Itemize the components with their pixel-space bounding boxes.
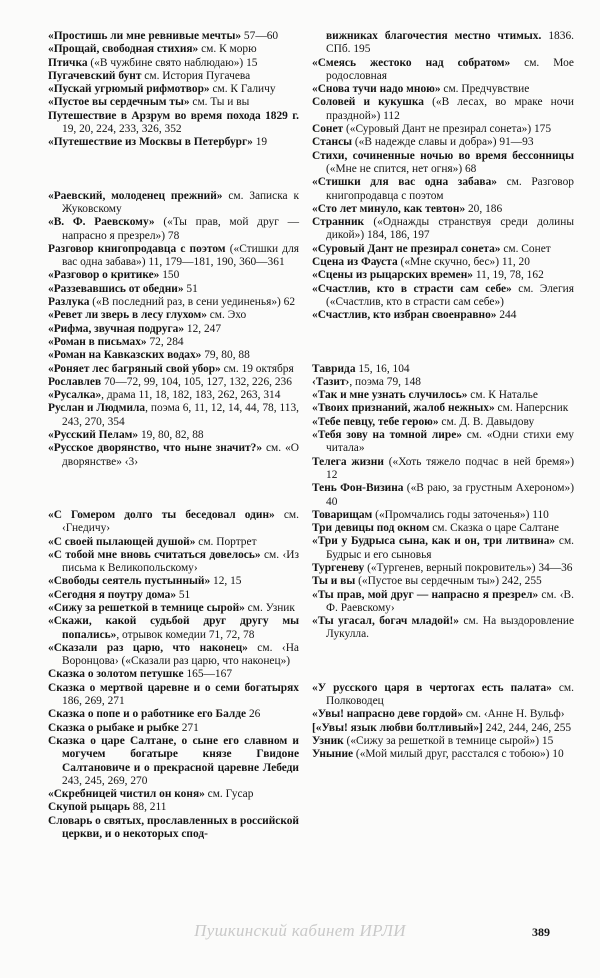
entry-reference: («Стишки для вас одна забава») 11, 179—181, 190, 360—361 (62, 242, 299, 269)
entry-reference: 150 (159, 269, 180, 282)
index-entry (312, 535, 574, 562)
entry-reference: («Промчались годы заточенья») 110 (372, 508, 549, 521)
entry-reference: 72, 284 (146, 335, 184, 348)
entry-title: Путешествие в Арзрум во время похода 1829 г. (48, 109, 299, 122)
entry-title: «Русалка» (48, 389, 102, 402)
entry-reference: 15, 16, 104 (355, 362, 410, 375)
index-entry (48, 509, 299, 536)
entry-reference: см. К Галичу (209, 83, 276, 96)
entry-reference: см. Сонет (500, 242, 551, 255)
entry-title: Тургеневу (312, 561, 365, 574)
index-entry (48, 269, 299, 282)
section-gap (48, 150, 299, 190)
entry-title: «Разговор о критике» (48, 269, 160, 282)
entry-title: «Три у Будрыса сына, как и он, три литвина» (312, 535, 556, 548)
entry-title: Руслан и Людмила (48, 402, 146, 415)
entry-title: «Суровый Дант не презирал сонета» (312, 242, 501, 255)
entry-reference: 19 (252, 136, 268, 149)
entry-title: [«Увы! язык любви болтливый»] (312, 721, 483, 734)
entry-title: «Раззевавшись от обедни» (48, 282, 184, 295)
entry-reference: 12, 15 (210, 575, 242, 588)
entry-title: Уныние (312, 748, 354, 761)
entry-reference: см. ‹На Воронцова› («Сказали раз царю, что наконец») (62, 641, 299, 668)
entry-title: «Путешествие из Москвы в Петербург» (48, 136, 253, 149)
index-entry (48, 296, 299, 309)
index-entry (312, 309, 574, 322)
entry-title: «Снова тучи надо мною» (312, 83, 441, 96)
entry-title: «Скребницей чистил он коня» (48, 788, 205, 801)
entry-title: Скупой рыцарь (48, 801, 130, 814)
entry-title: «Твоих признаний, жалоб нежных» (312, 402, 495, 415)
entry-title: «Русское дворянство, что ныне значит?» (48, 442, 263, 455)
index-entry (48, 283, 299, 296)
entry-reference: 186, 269, 271 (62, 695, 125, 708)
index-entry (48, 363, 299, 376)
index-entry (48, 216, 299, 243)
entry-reference: см. К морю (198, 43, 257, 56)
entry-title: Разлука (48, 296, 90, 309)
entry-reference: 70—72, 99, 104, 105, 127, 132, 226, 236 (101, 375, 292, 388)
index-entry (312, 429, 574, 456)
index-entry (48, 336, 299, 349)
entry-title: Стансы (312, 136, 353, 149)
entry-title: «Смеясь жестоко над собратом» (312, 56, 511, 69)
index-entry (48, 309, 299, 322)
entry-title: «Раевский, молоденец прежний» (48, 189, 223, 202)
index-entry (48, 801, 299, 814)
entry-title: «Стишки для вас одна забава» (312, 176, 497, 189)
entry-title: «Пустое вы сердечным ты» (48, 96, 190, 109)
entry-reference: («Ты прав, мой друг — напрасно я презрел») 78 (62, 216, 299, 242)
index-entry (312, 682, 574, 709)
index-entry (312, 748, 574, 761)
entry-title: «Ревет ли зверь в лесу глухом» (48, 309, 207, 322)
entry-title: Стихи, сочиненные ночью во время бессонницы (312, 149, 574, 162)
index-entry (312, 456, 574, 483)
entry-title: «Русский Пелам» (48, 429, 139, 442)
entry-reference: («Сижу за решеткой в темнице сырой») 15 (343, 734, 554, 747)
entry-reference: см. Д. В. Давыдову (438, 415, 535, 428)
entry-reference: 11, 19, 78, 162 (473, 269, 544, 282)
entry-reference: («Хоть тяжело подчас в ней бремя») 12 (326, 455, 574, 481)
index-entry (312, 83, 574, 96)
index-entry (48, 549, 299, 576)
entry-reference: 165—167 (183, 668, 233, 681)
index-entry (312, 269, 574, 282)
entry-reference: см. Мое родословная (326, 56, 574, 82)
entry-reference: см. Гусар (204, 788, 254, 801)
entry-reference: 19, 20, 224, 233, 326, 352 (62, 123, 182, 136)
entry-title: Сказка о царе Салтане, о сыне его славном и могучем богатыре князе Гвидоне Салтановиче и о прекрасной царевне Лебеди (48, 734, 299, 774)
entry-reference: («В последний раз, в сени уединенья») 62 (89, 296, 296, 309)
entry-title: вижниках благочестия местно чтимых. (326, 30, 542, 42)
entry-title: «Сцены из рыцарских времен» (312, 269, 473, 282)
watermark: Пушкинский кабинет ИРЛИ (194, 921, 406, 940)
entry-reference: («Однажды странствуя среди долины дикой») 184, 186, 197 (326, 216, 574, 242)
index-entry (48, 642, 299, 669)
entry-reference: см. Полководец (326, 681, 574, 708)
index-entry (48, 83, 299, 96)
index-entry (48, 402, 299, 429)
entry-reference: см. Элегия («Счастлив, кто в страсти сам себе») (326, 282, 574, 308)
entry-title: Пугачевский бунт (48, 69, 142, 82)
index-entry (312, 482, 574, 509)
index-entry (312, 176, 574, 203)
index-entry (48, 615, 299, 642)
entry-reference: , отрывок комедии 71, 72, 78 (116, 628, 255, 641)
entry-title: «Сказали раз царю, что наконец» (48, 641, 248, 654)
entry-title: «Сегодня я поутру дома» (48, 588, 177, 601)
entry-reference: , драма 11, 18, 182, 183, 262, 263, 314 (101, 389, 281, 402)
entry-title: «Роняет лес багряный свой убор» (48, 362, 221, 375)
index-entry (48, 429, 299, 442)
index-entry (312, 708, 574, 721)
entry-reference: см. Эхо (206, 309, 247, 322)
section-gap (312, 642, 574, 682)
entry-title: «Счастлив, кто в страсти сам себе» (312, 282, 512, 295)
index-entry (48, 30, 299, 43)
index-entry (48, 70, 299, 83)
index-entry (48, 389, 299, 402)
entry-title: «Тебе певцу, тебе герою» (312, 415, 439, 428)
entry-title: Узник (312, 734, 344, 747)
index-entry (312, 402, 574, 415)
index-entry (48, 682, 299, 709)
index-entry (48, 96, 299, 109)
index-entry (48, 668, 299, 681)
entry-reference: («Мне скучно, бес») 11, 20 (397, 256, 530, 269)
entry-reference: 57—60 (241, 30, 279, 42)
entry-reference: см. Ты и вы (189, 96, 250, 109)
entry-reference: («Мой милый друг, расстался с тобою») 10 (353, 748, 564, 761)
entry-reference: 19, 80, 82, 88 (138, 429, 204, 442)
entry-title: Птичка (48, 56, 88, 69)
index-entry (312, 123, 574, 136)
entry-title: «Ты угасал, богач младой!» (312, 615, 460, 628)
index-entry (48, 722, 299, 735)
entry-title: «Сижу за решеткой в темнице сырой» (48, 601, 245, 614)
entry-title: «Ты прав, мой друг — напрасно я презрел» (312, 588, 539, 601)
entry-reference: см. История Пугачева (141, 69, 251, 82)
entry-reference: см. Наперсник (494, 402, 569, 415)
entry-title: Рославлев (48, 375, 102, 388)
entry-reference: см. Портрет (195, 535, 257, 548)
entry-reference: см. Будрыс и его сыновья (326, 535, 574, 561)
entry-reference: («В чужбине свято наблюдаю») 15 (87, 56, 258, 69)
right-column (312, 30, 574, 762)
entry-reference: см. На выздоровление Лукулла. (326, 615, 574, 641)
entry-title: «Роман в письмах» (48, 335, 147, 348)
entry-title: «Рифма, звучная подруга» (48, 322, 185, 335)
entry-reference: см. ‹Анне Н. Вульф› (463, 708, 565, 721)
entry-reference: см. Сказка о царе Салтане (429, 522, 559, 535)
section-gap (48, 469, 299, 509)
entry-title: Сказка о рыбаке и рыбке (48, 721, 179, 734)
entry-title: Тень Фон-Визина (312, 482, 404, 495)
index-entry (312, 735, 574, 748)
entry-title: Словарь о святых, прославленных в российской церкви, и о некоторых спод- (48, 814, 299, 841)
entry-title: Сказка о мертвой царевне и о семи богатырях (48, 681, 299, 694)
entry-title: «Прощай, свободная стихия» (48, 43, 199, 56)
index-entry (312, 575, 574, 588)
index-entry (48, 57, 299, 70)
entry-reference: 51 (176, 588, 191, 601)
entry-reference: см. ‹Из письма к Великопольскому› (62, 548, 300, 575)
index-entry (312, 363, 574, 376)
index-entry (312, 243, 574, 256)
entry-title: «Роман на Кавказских водах» (48, 349, 202, 362)
entry-title: «Так и мне узнать случилось» (312, 389, 468, 402)
index-entry (312, 589, 574, 616)
entry-reference: см. Предчувствие (440, 83, 530, 96)
index-entry (48, 243, 299, 270)
index-entry (312, 96, 574, 123)
entry-reference: 271 (178, 721, 199, 734)
entry-title: Три девицы под окном (312, 522, 430, 535)
entry-reference: 1836. СПб. 195 (326, 30, 574, 56)
entry-title: Сказка о попе и о работнике его Балде (48, 708, 247, 721)
index-entry (48, 788, 299, 801)
index-entry (312, 615, 574, 642)
index-entry (48, 110, 299, 137)
section-gap (312, 323, 574, 363)
entry-title: Странник (312, 216, 365, 229)
entry-title: ‹Тазит› (312, 375, 350, 388)
entry-title: «Тебя зову на томной лире» (312, 429, 462, 442)
entry-title: Телега жизни (312, 455, 384, 468)
entry-title: «Счастлив, кто избран своенравно» (312, 309, 497, 322)
entry-title: «Свободы сеятель пустынный» (48, 575, 211, 588)
entry-title: «С тобой мне вновь считаться довелось» (48, 548, 261, 561)
index-entry (48, 735, 299, 788)
index-entry (312, 203, 574, 216)
entry-title: Сцена из Фауста (312, 256, 398, 269)
entry-title: «Скажи, какой судьбой друг другу мы попались» (48, 615, 299, 641)
entry-title: «С Гомером долго ты беседовал один» (48, 508, 275, 521)
entry-reference: («В надежде славы и добра») 91—93 (352, 136, 534, 149)
entry-reference: см. Записка к Жуковскому (62, 189, 299, 215)
entry-reference: 244 (496, 309, 517, 322)
entry-reference: см. «О дворянстве» ‹3› (62, 442, 299, 468)
entry-title: Товарищам (312, 508, 373, 521)
entry-reference: см. 19 октября (220, 362, 294, 375)
entry-reference: 88, 211 (129, 801, 167, 814)
entry-reference: («Тургенев, верный покровитель») 34—36 (364, 561, 573, 574)
index-entry (48, 536, 299, 549)
entry-reference: 243, 245, 269, 270 (62, 774, 148, 787)
index-entry (312, 283, 574, 310)
entry-reference: см. Разговор книгопродавца с поэтом (326, 176, 574, 202)
entry-title: «В. Ф. Раевскому» (48, 216, 155, 229)
index-entry (312, 562, 574, 575)
entry-title: «Сто лет минуло, как тевтон» (312, 202, 466, 215)
entry-reference: 51 (183, 282, 198, 295)
index-entry (312, 30, 574, 57)
entry-title: «У русского царя в чертогах есть палата» (312, 681, 552, 694)
entry-reference: , поэма 6, 11, 12, 14, 44, 78, 113, 243, 270, 354 (62, 402, 299, 428)
index-entry (48, 708, 299, 721)
index-entry (48, 323, 299, 336)
index-entry (48, 43, 299, 56)
index-entry (48, 575, 299, 588)
left-column (48, 30, 299, 841)
entry-reference: 20, 186 (465, 202, 503, 215)
entry-title: Ты и вы (312, 575, 356, 588)
index-entry (48, 602, 299, 615)
entry-title: «С своей пылающей душой» (48, 535, 196, 548)
entry-title: Разговор книгопродавца с поэтом (48, 242, 226, 255)
entry-reference: , поэма 79, 148 (349, 375, 421, 388)
index-entry (48, 136, 299, 149)
entry-reference: см. К Наталье (467, 389, 538, 402)
entry-reference: («Мне не спится, нет огня») 68 (326, 162, 477, 175)
entry-title: Сказка о золотом петушке (48, 668, 184, 681)
entry-title: «Пускай угрюмый рифмотвор» (48, 83, 210, 96)
entry-title: «Простишь ли мне ревнивые мечты» (48, 30, 242, 42)
index-entry (312, 416, 574, 429)
entry-reference: («Суровый Дант не презирал сонета») 175 (343, 123, 552, 136)
entry-reference: 242, 244, 246, 255 (482, 721, 572, 734)
entry-reference: 12, 247 (184, 322, 222, 335)
entry-reference: см. ‹Гнедичу› (62, 508, 299, 535)
index-entry (312, 256, 574, 269)
index-entry (312, 150, 574, 177)
index-entry (312, 216, 574, 243)
index-entry (48, 442, 299, 469)
entry-reference: («В раю, за грустным Ахероном») 40 (326, 482, 574, 508)
entry-reference: 26 (246, 708, 261, 721)
entry-reference: см. ‹В. Ф. Раевскому› (326, 588, 575, 614)
index-entry (48, 376, 299, 389)
index-entry (48, 190, 299, 217)
entry-reference: см. «Одни стихи ему читала» (326, 429, 575, 455)
index-entry (312, 389, 574, 402)
index-entry (312, 509, 574, 522)
index-entry (312, 522, 574, 535)
index-entry (48, 349, 299, 362)
entry-reference: («Пустое вы сердечным ты») 242, 255 (355, 575, 542, 588)
entry-reference: 79, 80, 88 (201, 349, 250, 362)
index-entry (48, 815, 299, 842)
index-entry (312, 722, 574, 735)
index-entry (48, 589, 299, 602)
entry-title: Сонет (312, 123, 344, 136)
index-entry (312, 136, 574, 149)
index-entry (312, 376, 574, 389)
entry-title: Соловей и кукушка (312, 96, 425, 109)
index-entry (312, 57, 574, 84)
entry-reference: см. Узник (244, 601, 295, 614)
entry-reference: («В лесах, во мраке ночи праздной») 112 (326, 96, 574, 122)
entry-title: Таврида (312, 362, 356, 375)
page-number: 389 (532, 925, 550, 939)
entry-title: «Увы! напрасно деве гордой» (312, 708, 464, 721)
